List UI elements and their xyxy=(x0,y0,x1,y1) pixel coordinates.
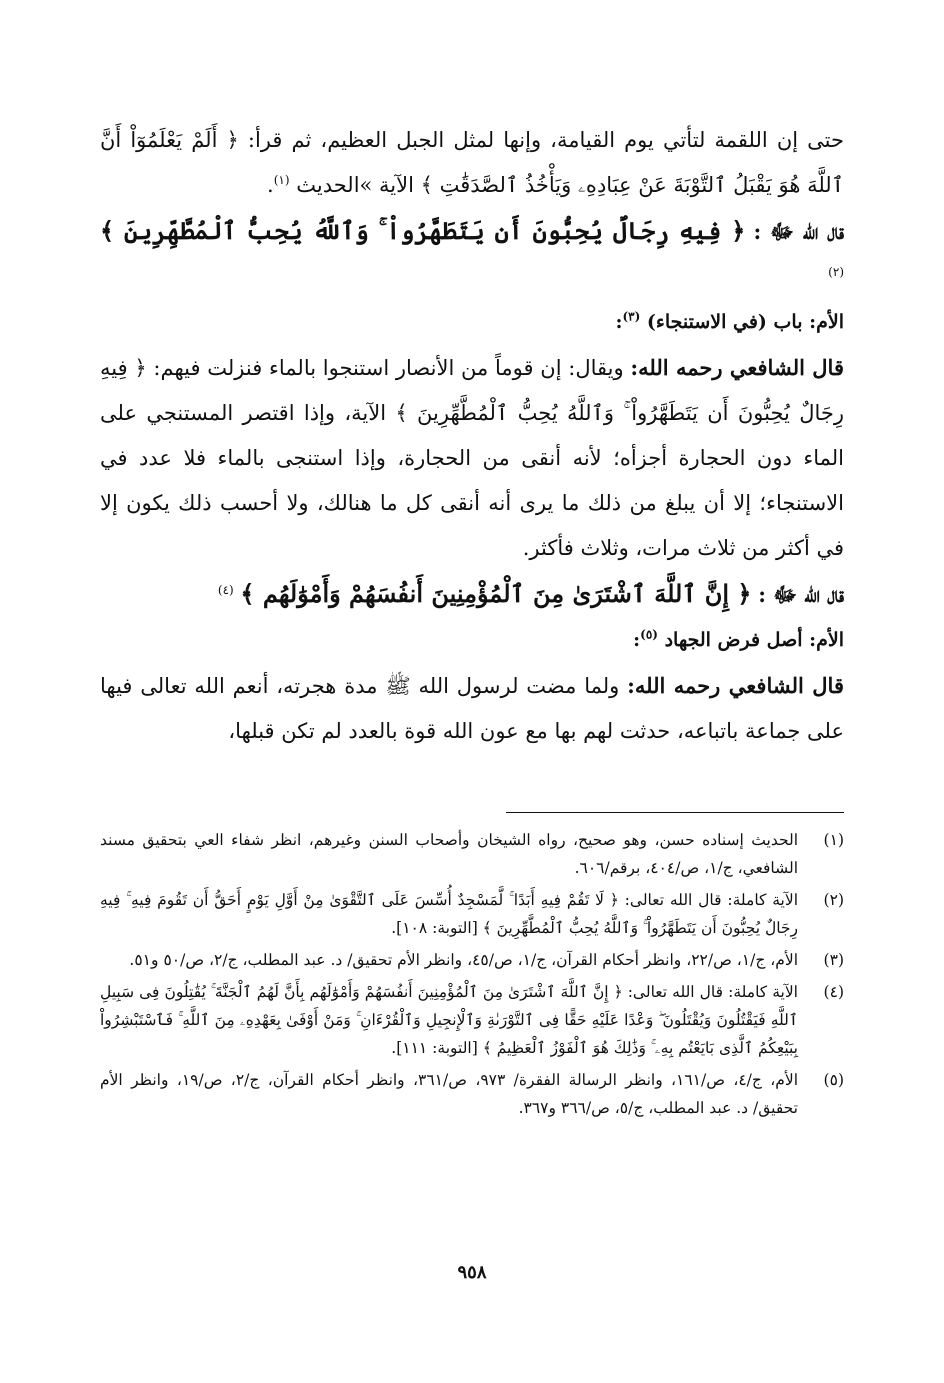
paragraph-3 xyxy=(100,663,844,754)
footnote-number: (٥) xyxy=(823,1071,844,1089)
footnote-number: (٣) xyxy=(823,951,844,969)
paragraph-2-lead: قال الشافعي رحمه الله: xyxy=(630,355,844,380)
heading-1-text: الأم: باب (في الاستنجاء) xyxy=(646,311,844,333)
footnote-1 xyxy=(100,826,844,882)
footnote-text: الآية كاملة: قال الله تعالى: ﴿ إِنَّ ٱللَّهَ ٱشْتَرَىٰ مِنَ ٱلْمُؤْمِنِينَ أَنفُسَهُمْ وَأَمْوَٰلَهُم بِأَنَّ لَهُمُ ٱلْجَنَّةَ ۚ يُقَٰتِلُونَ فِى سَبِيلِ ٱللَّهِ فَيَقْتُلُونَ وَيُقْتَلُونَ ۖ وَعْدًا عَلَيْهِ حَقًّا فِى ٱلتَّوْرَىٰةِ وَٱلْإِنجِيلِ وَٱلْقُرْءَانِ ۚ وَمَنْ أَوْفَىٰ بِعَهْدِهِۦ مِنَ ٱللَّهِ ۚ فَٱسْتَبْشِرُواْ بِبَيْعِكُمُ ٱلَّذِى بَايَعْتُم بِهِۦ ۚ وَذَٰلِكَ هُوَ ٱلْفَوْزُ ٱلْعَظِيمُ ﴾ [التوبة: ١١١]. xyxy=(100,983,798,1057)
footnote-text: الآية كاملة: قال الله تعالى: ﴿ لَا تَقُمْ فِيهِ أَبَدًا ۚ لَّمَسْجِدٌ أُسِّسَ عَلَى ٱلتَّقْوَىٰ مِنْ أَوَّلِ يَوْمٍ أَحَقُّ أَن تَقُومَ فِيهِ ۚ فِيهِ رِجَالٌ يُحِبُّونَ أَن يَتَطَهَّرُواْ ۚ وَٱللَّهُ يُحِبُّ ٱلْمُطَّهِّرِينَ ﴾ [التوبة: ١٠٨]. xyxy=(100,891,798,937)
footnote-4 xyxy=(100,978,844,1062)
verse-1-label: قال الله ﷻ : xyxy=(753,219,845,244)
paragraph-1-text: حتى إن اللقمة لتأتي يوم القيامة، وإنها لمثل الجبل العظيم، ثم قرأ: ﴿ أَلَمْ يَعْلَمُوٓاْ أَنَّ ٱللَّهَ هُوَ يَقْبَلُ ٱلتَّوْبَةَ عَنْ عِبَادِهِۦ وَيَأْخُذُ ٱلصَّدَقَٰتِ ﴾ الآية »الحديث xyxy=(100,128,844,197)
paragraph-3-lead: قال الشافعي رحمه الله: xyxy=(627,673,844,698)
footnote-divider xyxy=(506,812,844,813)
page-number: ٩٥٨ xyxy=(457,1262,487,1283)
footnote-ref-3[interactable]: (٣) xyxy=(622,309,641,324)
paragraph-2 xyxy=(100,345,844,571)
footnote-ref-4[interactable]: (٤) xyxy=(217,583,234,597)
section-heading-1: الأم: باب (في الاستنجاء) $^{(٣)}$: xyxy=(615,309,844,333)
footnote-text: الأم، ج/١، ص/٢٢، وانظر أحكام القرآن، ج/١، ص/٤٥، وانظر الأم تحقيق/ د. عبد المطلب، ج/٢، ص/٥٠ و٥١. xyxy=(129,951,798,969)
paragraph-3-text: ولما مضت لرسول الله ﷺ مدة هجرته، أنعم الله تعالى فيها على جماعة باتباعه، حدثت لهم بها مع عون الله قوة بالعدد لم تكن قبلها، xyxy=(100,674,844,743)
verse-2-text: ﴿ إِنَّ ٱللَّهَ ٱشْتَرَىٰ مِنَ ٱلْمُؤْمِنِينَ أَنفُسَهُمْ وَأَمْوَٰلَهُم ﴾ xyxy=(240,579,752,608)
footnote-ref-5[interactable]: (٥) xyxy=(640,627,658,642)
paragraph-1: حتى إن اللقمة لتأتي يوم القيامة، وإنها لمثل الجبل العظيم، ثم قرأ: ﴿ أَلَمْ يَعْلَمُوٓاْ أَنَّ ٱللَّهَ هُوَ يَقْبَلُ ٱلتَّوْبَةَ عَنْ عِبَادِهِۦ وَيَأْخُذُ ٱلصَّدَقَٰتِ ﴾ الآية »الحديث $^{(١)}$. xyxy=(100,128,844,197)
footnote-2 xyxy=(100,886,844,942)
main-text xyxy=(100,118,844,754)
footnotes xyxy=(100,826,844,1126)
verse-1-text: ﴿ فِيهِ رِجَالٌ يُحِبُّونَ أَن يَتَطَهَّرُواْ ۚ وَٱللَّهُ يُحِبُّ ٱلْمُطَّهِّرِينَ ﴾ xyxy=(100,216,746,245)
footnote-5 xyxy=(100,1066,844,1122)
heading-2-text: الأم: أصل فرض الجهاد xyxy=(664,629,844,651)
footnote-number: (١) xyxy=(823,831,844,849)
footnote-text: الحديث إسناده حسن، وهو صحيح، رواه الشيخان وأصحاب السنن وغيرهم، انظر شفاء العي بتحقيق مسند الشافعي، ج/١، ص/٤٠٤، برقم/٦٠٦. xyxy=(100,831,799,877)
footnote-ref-2[interactable]: (٢) xyxy=(828,265,844,279)
footnote-number: (٤) xyxy=(823,983,844,1001)
footnote-number: (٢) xyxy=(823,891,844,909)
paragraph-2-text: ويقال: إن قوماً من الأنصار استنجوا بالماء فنزلت فيهم: ﴿ فِيهِ رِجَالٌ يُحِبُّونَ أَن يَتَطَهَّرُواْ ۚ وَٱللَّهُ يُحِبُّ ٱلْمُطَّهِّرِينَ ﴾ الآية، وإذا اقتصر المستنجي على الماء دون الحجارة أجزأه؛ لأنه أنقى من الحجارة، وإذا استنجى بالماء فلا عدد في الاستنجاء؛ إلا أن يبلغ من ذلك ما يرى أنه أنقى كل ما هنالك، ولا أحسب ذلك يكون إلا في أكثر من ثلاث مرات، وثلاث فأكثر. xyxy=(100,356,844,560)
verse-line-2 xyxy=(100,571,844,618)
verse-line-1 xyxy=(100,208,844,300)
footnote-ref-1[interactable]: (١) xyxy=(273,173,290,187)
section-heading-2: الأم: أصل فرض الجهاد $^{(٥)}$: xyxy=(633,627,844,651)
verse-2-label: قال الله ﷻ : xyxy=(758,582,844,607)
footnote-text: الأم، ج/٤، ص/١٦١، وانظر الرسالة الفقرة/ ٩٧٣، ص/٣٦١، وانظر أحكام القرآن، ج/٢، ص/١٩، وانظر الأم تحقيق/ د. عبد المطلب، ج/٥، ص/٣٦٦ و٣٦٧. xyxy=(100,1071,798,1117)
footnote-3 xyxy=(100,946,844,974)
